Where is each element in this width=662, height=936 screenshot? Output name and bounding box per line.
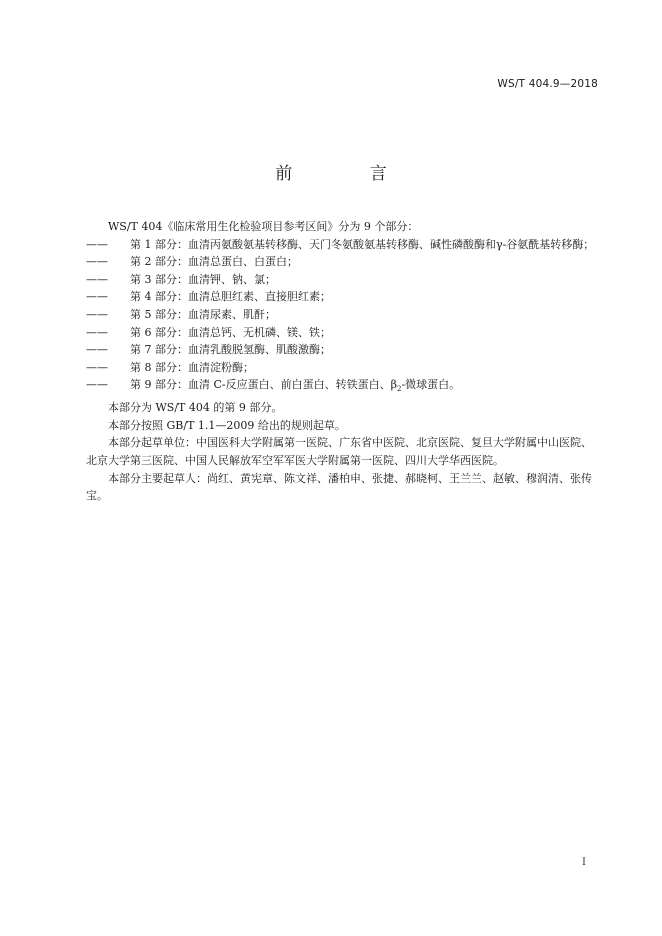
list-item [86, 271, 602, 289]
list-item [86, 376, 602, 399]
list-item-label: 第 5 部分：血清尿素、肌酐； [130, 307, 276, 321]
list-item-label: 第 1 部分：血清丙氨酸氨基转移酶、天门冬氨酸氨基转移酶、碱性磷酸酶和γ-谷氨酰基转移酶； [130, 237, 595, 251]
list-item-label-end: -微球蛋白。 [401, 378, 461, 392]
standard-number: WS/T 404.9—2018 [497, 78, 598, 90]
list-item-label: 第 3 部分：血清钾、钠、氯； [130, 272, 276, 286]
list-item-label: 第 6 部分：血清总钙、无机磷、镁、铁； [130, 325, 331, 339]
list-dash: —— [86, 237, 108, 251]
list-dash: —— [86, 307, 108, 321]
drafters-paragraph: 本部分主要起草人：尚红、黄宪章、陈文祥、潘柏申、张捷、郝晓柯、王兰兰、赵敏、穆润清、张传宝。 [86, 471, 592, 503]
page-title: 前 言 [275, 164, 423, 184]
list-dash: —— [86, 272, 108, 286]
list-item-label [130, 376, 602, 399]
list-item-label: 第 2 部分：血清总蛋白、白蛋白； [130, 255, 298, 269]
rules-paragraph: 本部分按照 GB/T 1.1—2009 给出的规则起草。 [108, 418, 346, 432]
list-dash: —— [86, 325, 108, 339]
list-item-label: 第 7 部分：血清乳酸脱氢酶、肌酸激酶； [130, 343, 331, 357]
list-item [86, 324, 602, 342]
list-item-label: 第 8 部分：血清淀粉酶； [130, 360, 254, 374]
list-item-label: 第 4 部分：血清总胆红素、直接胆红素； [130, 290, 331, 304]
list-dash: —— [86, 360, 108, 374]
list-item-label-main: 第 9 部分：血清 C-反应蛋白、前白蛋白、转铁蛋白、β [130, 378, 397, 392]
list-dash: —— [86, 343, 108, 357]
list-dash: —— [86, 290, 108, 304]
drafting-units-paragraph: 本部分起草单位：中国医科大学附属第一医院、广东省中医院、北京医院、复旦大学附属中山医院、北京大学第三医院、中国人民解放军空军军医大学附属第一医院、四川大学华西医院。 [86, 436, 592, 467]
page-number: I [582, 857, 586, 868]
parts-list [86, 236, 602, 400]
list-dash: —— [86, 255, 108, 269]
list-item [86, 341, 602, 359]
list-item [86, 236, 602, 254]
list-item [86, 306, 602, 324]
intro-paragraph: WS/T 404《临床常用生化检验项目参考区间》分为 9 个部分： [108, 220, 419, 233]
list-item [86, 253, 602, 271]
list-dash: —— [86, 378, 108, 392]
list-item [86, 359, 602, 377]
foreword-content [86, 218, 602, 505]
this-part-paragraph: 本部分为 WS/T 404 的第 9 部分。 [108, 401, 283, 415]
list-item [86, 288, 602, 306]
subscript: 2 [396, 385, 402, 394]
